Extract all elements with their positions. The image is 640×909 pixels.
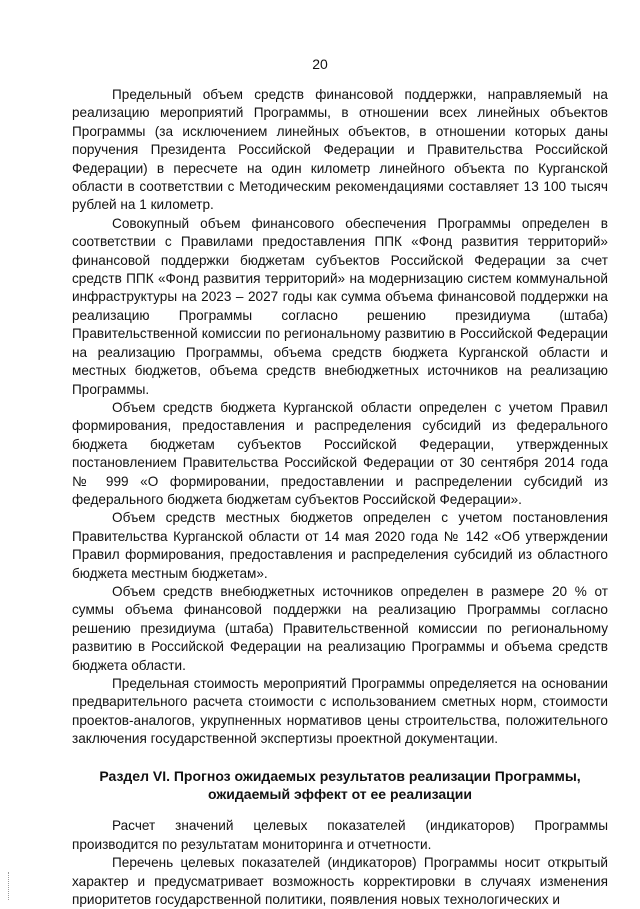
document-body [72, 86, 608, 909]
paragraph-extrabudgetary: Объем средств внебюджетных источников определен в размере 20 % от суммы объема финансовой поддержки на реализацию Программы согласно решению президиума (штаба) Правительственной комиссии по региональному развитию в Российской Федерации на реализацию Программы и объема средств бюджета области. [72, 583, 608, 673]
paragraph-indicator-list: Перечень целевых показателей (индикаторов) Программы носит открытый характер и предусматривает возможность корректировки в случаях изменения приоритетов государственной политики, появления новых технологических и [72, 855, 608, 908]
scan-margin-mark [8, 872, 11, 900]
paragraph-local-budgets: Объем средств местных бюджетов определен с учетом постановления Правительства Курганской области от 14 мая 2020 года № 142 «Об утверждении Правил формирования, предоставления и распределения субсидий из областного бюджета местным бюджетам». [72, 510, 608, 581]
paragraph-max-support-volume: Предельный объем средств финансовой поддержки, направляемый на реализацию мероприятий Программы, в отношении всех линейных объектов Программы (за исключением линейных объектов, в отношении которых даны поручения Президента Российской Федерации и Правительства Российской Федерации) в пересчете на один километр линейного объекта по Курганской области в соответствии с Методическим рекомендациями составляет 13 100 тысяч рублей на 1 километр. [72, 87, 608, 213]
paragraph-regional-budget: Объем средств бюджета Курганской области определен с учетом Правил формирования, предоставления и распределения субсидий из федерального бюджета бюджетам субъектов Российской Федерации, утвержденных постановлением Правительства Российской Федерации от 30 сентября 2014 года № 999 «О формировании, предоставлении и распределении субсидий из федерального бюджета бюджетам субъектов Российской Федерации». [72, 399, 608, 507]
paragraph-total-financing: Совокупный объем финансового обеспечения Программы определен в соответствии с Правилами предоставления ППК «Фонд развития территорий» финансовой поддержки бюджетам субъектов Российской Федерации за счет средств ППК «Фонд развития территорий» на модернизацию систем коммунальной инфраструктуры на 2023 – 2027 годы как сумма объема финансовой поддержки на реализацию Программы согласно решению президиума (штаба) Правительственной комиссии по региональному развитию в Российской Федерации на реализацию Программы, объема средств бюджета Курганской области и местных бюджетов, объема средств внебюджетных источников на реализацию Программы. [72, 215, 608, 397]
paragraph-indicator-calculation: Расчет значений целевых показателей (индикаторов) Программы производится по результатам мониторинга и отчетности. [72, 818, 608, 852]
page-number: 20 [312, 56, 328, 72]
section-heading: Раздел VI. Прогноз ожидаемых результатов реализации Программы, ожидаемый эффект от ее реализации [99, 767, 581, 803]
paragraph-max-cost: Предельная стоимость мероприятий Программы определяется на основании предварительного расчета стоимости с использованием сметных норм, стоимости проектов-аналогов, укрупненных нормативов цены строительства, положительного заключения государственной экспертизы проектной документации. [72, 676, 608, 747]
